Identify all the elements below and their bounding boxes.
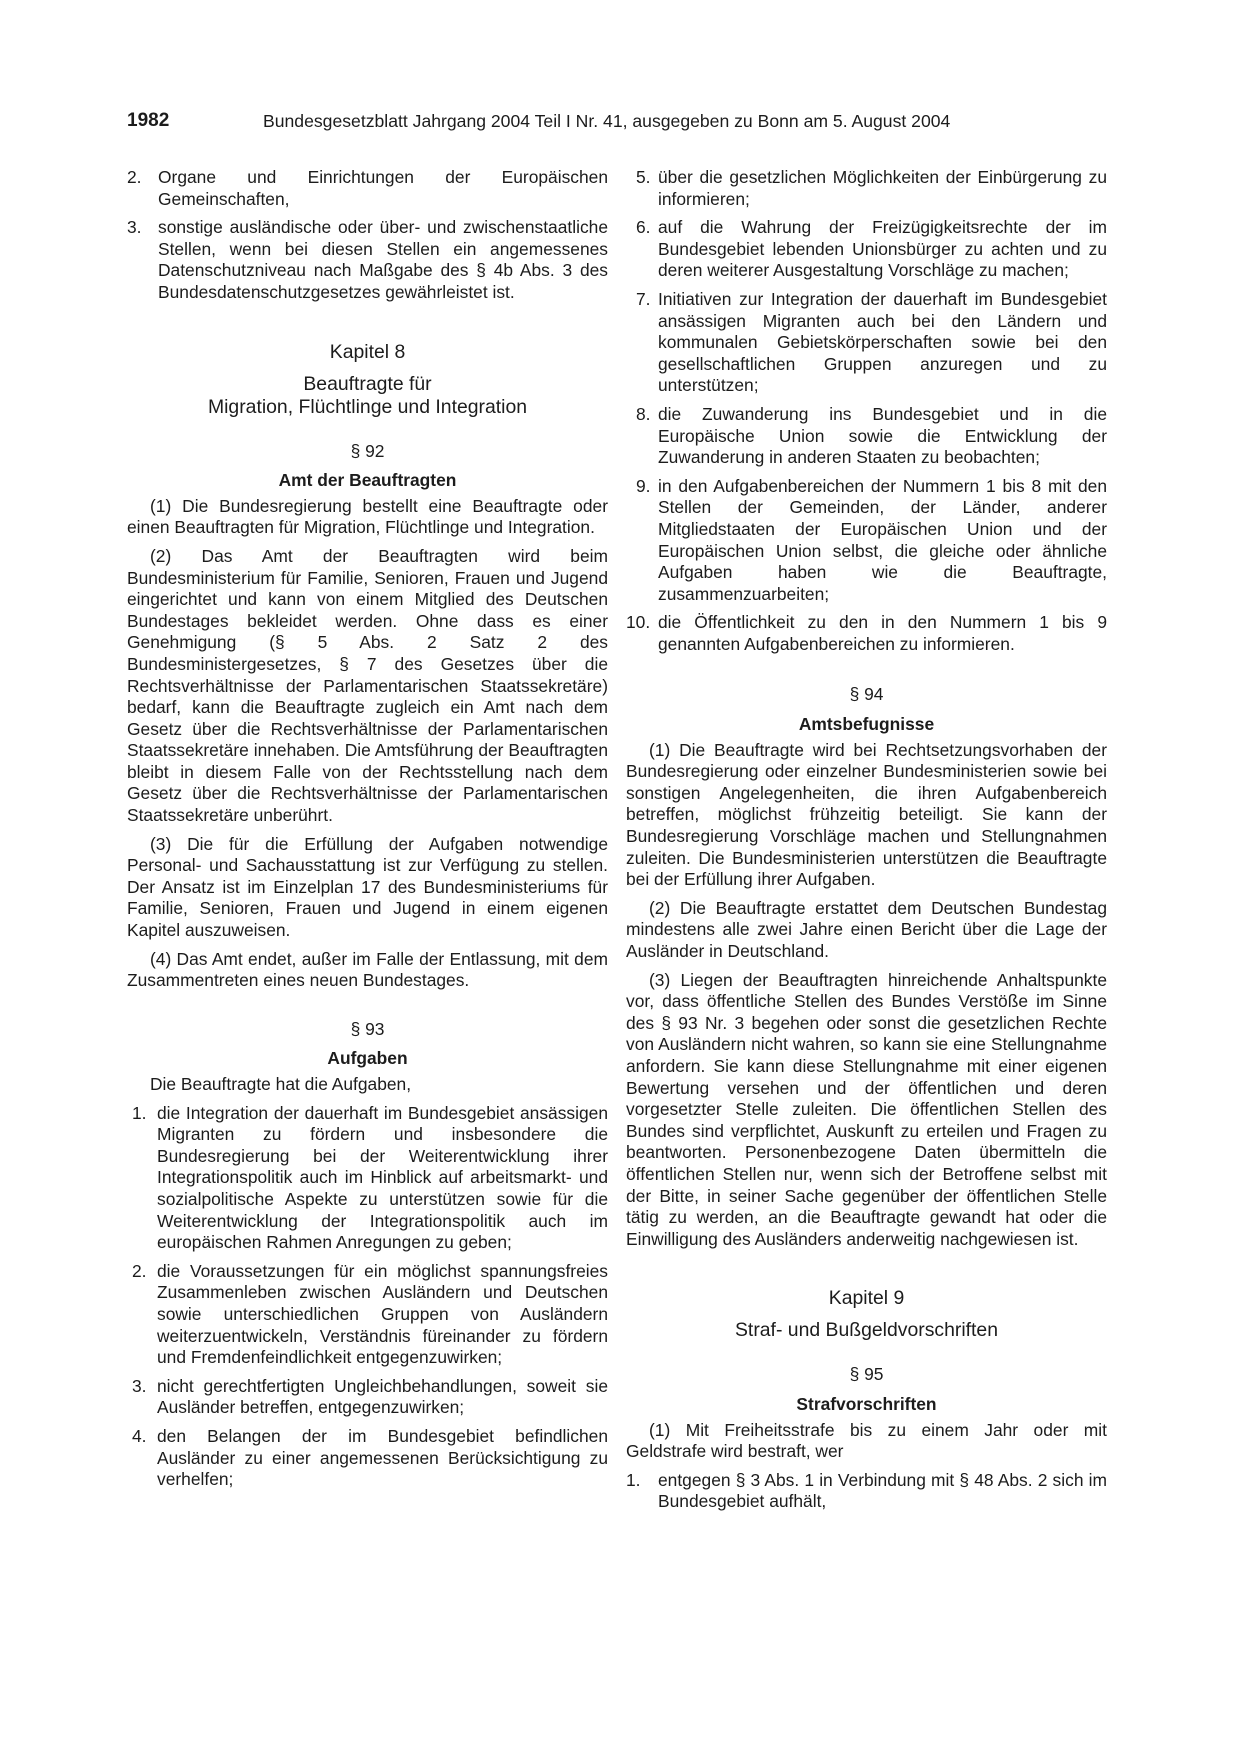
list-item: 4. den Belangen der im Bundesgebiet befindlichen Ausländer zu einer angemessenen Berücksichtigung zu verhelfen; [132, 1425, 608, 1490]
list-item: 3. sonstige ausländische oder über- und zwischenstaatliche Stellen, wenn bei diesen Stellen ein angemessenes Datenschutzniveau nach Maßgabe des § 4b Abs. 3 des Bundesdatenschutzgesetzes gewährleistet ist. [127, 217, 608, 302]
list-item: 5. über die gesetzlichen Möglichkeiten der Einbürgerung zu informieren; [636, 167, 1107, 209]
list-item: 10. die Öffentlichkeit zu den in den Nummern 1 bis 9 genannten Aufgabenbereichen zu informieren. [626, 612, 1107, 654]
section-title: Strafvorschriften [796, 1393, 937, 1414]
list-item: 1. entgegen § 3 Abs. 1 in Verbindung mit § 48 Abs. 2 sich im Bundesgebiet aufhält, [626, 1469, 1107, 1512]
section-title: Amtsbefugnisse [798, 714, 935, 735]
paragraph: (1) Mit Freiheitsstrafe bis zu einem Jahr oder mit Geldstrafe wird bestraft, wer [626, 1419, 1107, 1462]
list-item: 2. Organe und Einrichtungen der Europäischen Gemeinschaften, [127, 167, 608, 209]
list-item: 9. in den Aufgabenbereichen der Nummern 1 bis 8 mit den Stellen der Gemeinden, der Länder, anderer Mitgliedstaaten der Europäischen Union und der Europäischen Union selbst, die gleiche oder ähnliche Aufgaben haben wie die Beauftragte, zusammenzuarbeiten; [636, 475, 1107, 604]
chapter-title: Straf- und Bußgeldvorschriften [735, 1319, 998, 1342]
section-number: § 92 [350, 440, 385, 461]
paragraph: (2) Die Beauftragte erstattet dem Deutschen Bundestag mindestens alle zwei Jahre einen Bericht über die Lage der Ausländer in Deutschland. [626, 897, 1107, 961]
page-header [127, 110, 1107, 136]
list-item: 8. die Zuwanderung ins Bundesgebiet und in die Europäische Union sowie die Entwicklung der Zuwanderung in anderen Staaten zu beobachten; [636, 403, 1107, 468]
paragraph: (3) Die für die Erfüllung der Aufgaben notwendige Personal- und Sachausstattung ist zur Verfügung zu stellen. Der Ansatz ist im Einzelplan 17 des Bundesministeriums für Familie, Senioren, Frauen und Jugend in einem eigenen Kapitel auszuweisen. [127, 833, 608, 941]
chapter-title: Beauftragte für [303, 372, 432, 395]
section-title: Amt der Beauftragten [278, 470, 457, 491]
paragraph: Die Beauftragte hat die Aufgaben, [150, 1074, 412, 1094]
chapter-label: Kapitel 9 [828, 1287, 905, 1310]
page-number: 1982 [127, 110, 170, 131]
paragraph: (4) Das Amt endet, außer im Falle der Entlassung, mit dem Zusammentreten eines neuen Bundestages. [127, 948, 608, 991]
left-column [127, 167, 608, 1498]
section-title: Aufgaben [327, 1048, 408, 1069]
section-number: § 94 [849, 684, 884, 705]
gazette-title: Bundesgesetzblatt Jahrgang 2004 Teil I Nr. 41, ausgegeben zu Bonn am 5. August 2004 [263, 111, 951, 131]
list-item: 6. auf die Wahrung der Freizügigkeitsrechte der im Bundesgebiet lebenden Unionsbürger zu achten und zu deren weiterer Ausgestaltung Vorschläge zu machen; [636, 217, 1107, 281]
list-item: 2. die Voraussetzungen für ein möglichst spannungsfreies Zusammenleben zwischen Ausländern und Deutschen sowie unterschiedlichen Gruppen von Ausländern weiterzuentwickeln, Verständnis füreinander zu fördern und Fremdenfeindlichkeit entgegenzuwirken; [132, 1260, 608, 1368]
chapter-title: Migration, Flüchtlinge und Integration [207, 395, 528, 418]
section-number: § 93 [350, 1018, 385, 1039]
paragraph: (3) Liegen der Beauftragten hinreichende Anhaltspunkte vor, dass öffentliche Stellen des Bundes Verstöße im Sinne des § 93 Nr. 3 begehen oder sonst die gesetzlichen Rechte von Ausländern nicht wahren, so kann sie eine Stellungnahme anfordern. Sie kann diese Stellungnahme mit einer eigenen Bewertung versehen und der öffentlichen und deren vorgesetzter Stelle zuleiten. Die öffentlichen Stellen des Bundes sind verpflichtet, Auskunft zu erteilen und Fragen zu beantworten. Personenbezogene Daten übermitteln die öffentlichen Stellen nur, wenn sich der Betroffene selbst mit der Bitte, in seiner Sache gegenüber der öffentlichen Stelle tätig zu werden, an die Beauftragte gewandt hat oder die Einwilligung des Ausländers anderweitig nachgewiesen ist. [626, 969, 1107, 1249]
list-item: 3. nicht gerechtfertigten Ungleichbehandlungen, soweit sie Ausländer betreffen, entgegenzuwirken; [132, 1375, 608, 1418]
right-column [626, 167, 1107, 1520]
list-item: 7. Initiativen zur Integration der dauerhaft im Bundesgebiet ansässigen Migranten auch bei den Ländern und kommunalen Gebietskörperschaften sowie bei den gesellschaftlichen Gruppen anzuregen und zu unterstützen; [636, 288, 1107, 396]
list-item: 1. die Integration der dauerhaft im Bundesgebiet ansässigen Migranten zu fördern und insbesondere die Bundesregierung bei der Weiterentwicklung ihrer Integrationspolitik auch im Hinblick auf arbeitsmarkt- und sozialpolitische Aspekte zu unterstützen sowie für die Weiterentwicklung der Integrationspolitik auch im europäischen Rahmen Anregungen zu geben; [132, 1102, 608, 1253]
section-number: § 95 [849, 1364, 884, 1385]
paragraph: (1) Die Beauftragte wird bei Rechtsetzungsvorhaben der Bundesregierung oder einzelner Bundesministerien sowie bei sonstigen Angelegenheiten, die ihren Aufgabenbereich betreffen, möglichst frühzeitig beteiligt. Sie kann der Bundesregierung Vorschläge machen und Stellungnahmen zuleiten. Die Bundesministerien unterstützen die Beauftragte bei der Erfüllung ihrer Aufgaben. [626, 739, 1107, 890]
paragraph: (2) Das Amt der Beauftragten wird beim Bundesministerium für Familie, Senioren, Frauen und Jugend eingerichtet und kann von einem Mitglied des Deutschen Bundestages bekleidet werden. Ohne dass es einer Genehmigung (§ 5 Abs. 2 Satz 2 des Bundesministergesetzes, § 7 des Gesetzes über die Rechtsverhältnisse der Parlamentarischen Staatssekretäre) bedarf, kann die Beauftragte zugleich ein Amt nach dem Gesetz über die Rechtsverhältnisse der Parlamentarischen Staatssekretäre innehaben. Die Amtsführung der Beauftragten bleibt in diesem Falle von der Rechtsstellung nach dem Gesetz über die Rechtsverhältnisse der Parlamentarischen Staatssekretäre unberührt. [127, 545, 608, 826]
paragraph: (1) Die Bundesregierung bestellt eine Beauftragte oder einen Beauftragten für Migration, Flüchtlinge und Integration. [127, 495, 608, 538]
chapter-label: Kapitel 8 [329, 340, 406, 363]
